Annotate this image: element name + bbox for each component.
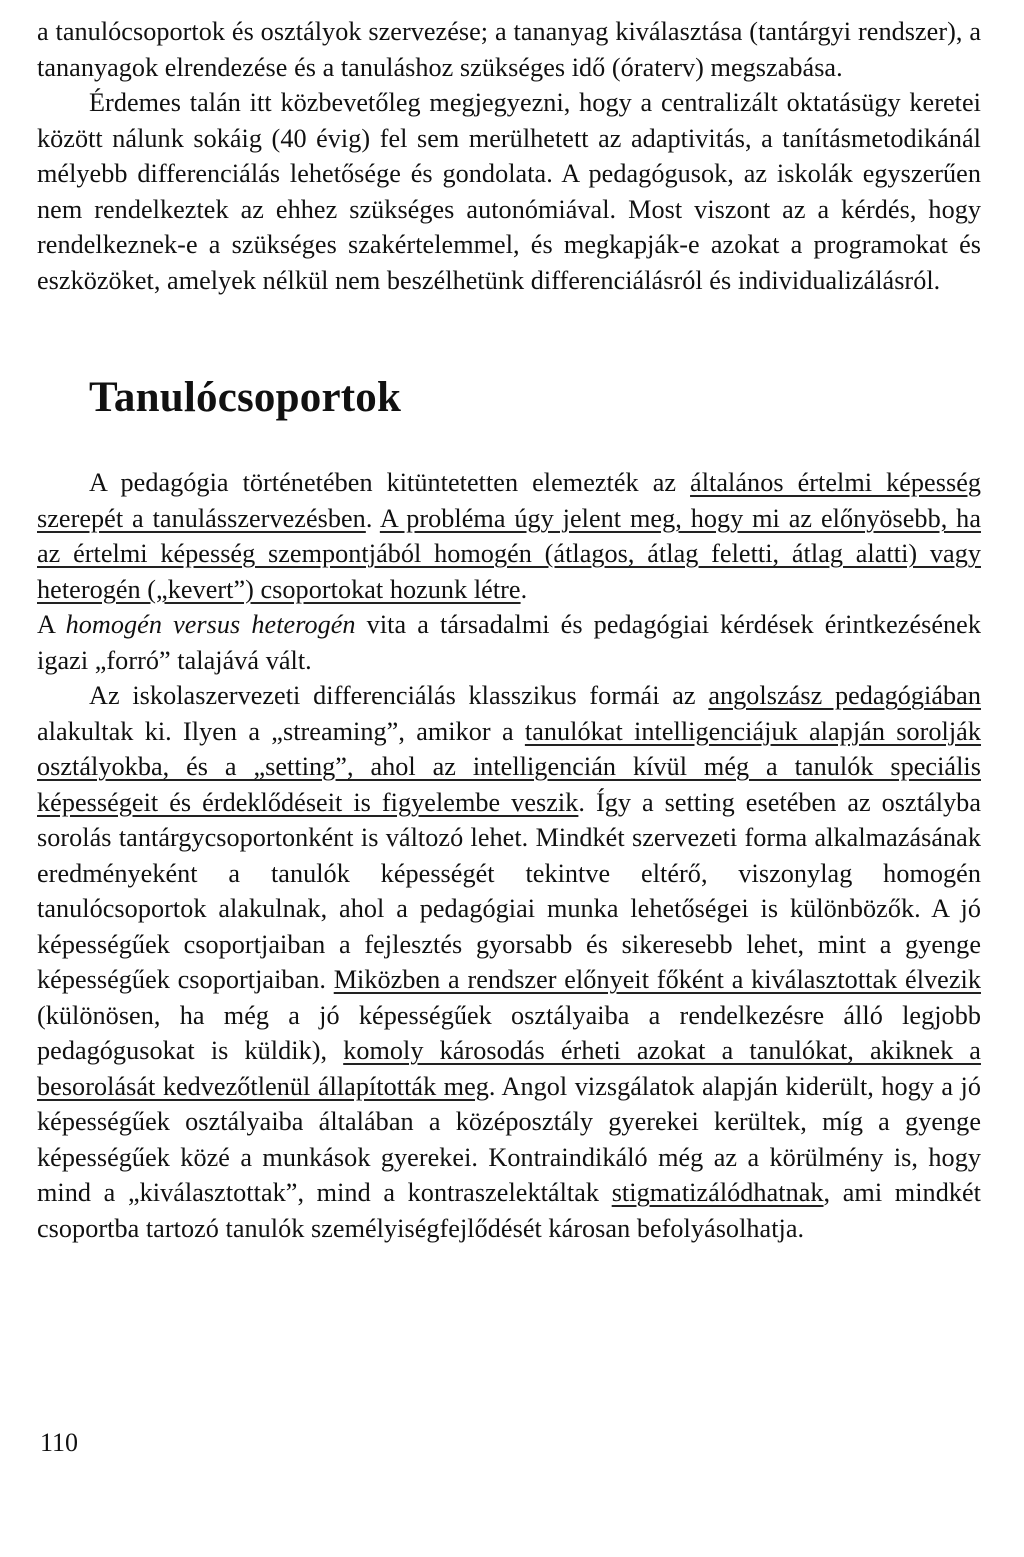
- p5-text-c: . Így a setting esetében az osztályba sorolás tantárgycsoportonként is változó lehet. Mindkét szervezeti forma alkalmazásának eredményeként a tanulók képességét tekintve eltérő, viszonylag homogén tanulócsoportok alakulnak, ahol a pedagógiai munka lehetőségei is különbözők. A jó képességűek csoportjaiban a fejlesztés gyorsabb és sikeresebb lehet, mint a gyenge képességűek csoportjaiban.: [37, 787, 982, 994]
- p3-text-b: .: [365, 503, 380, 533]
- paragraph-5: [37, 678, 981, 1246]
- p5-underlined-2: tanulókat intelligenciájuk alapján sorolják osztályokba, és a „setting”, ahol az intelligencián kívül még a tanulók speciális képességeit és érdeklődéseit is figyelembe veszik: [37, 716, 981, 817]
- p5-text-d: (különösen, ha még a jó képességűek osztályaiba a rendelkezésre álló legjobb pedagógusokat is küldik),: [37, 1000, 981, 1065]
- p4-italic: homogén versus heterogén: [65, 610, 356, 639]
- p5-underlined-5: stigmatizálódhatnak: [611, 1178, 824, 1207]
- p4-text-b: vita a társadalmi és pedagógiai kérdések érintkezésének igazi „forró” talajává vált.: [37, 610, 982, 675]
- p5-text-b: alakultak ki. Ilyen a „streaming”, amikor a: [37, 716, 525, 746]
- paragraph-4: [37, 607, 981, 678]
- p5-underlined-1: angolszász pedagógiában: [708, 681, 981, 710]
- page-number: 110: [40, 1428, 79, 1457]
- page-body: [37, 14, 981, 1246]
- p4-text-a: A: [37, 610, 66, 639]
- p3-text-c: .: [520, 574, 528, 604]
- p5-text-a: Az iskolaszervezeti differenciálás klasszikus formái az: [89, 681, 709, 710]
- paragraph-3: [37, 465, 981, 607]
- p5-underlined-3: Miközben a rendszer előnyeit főként a kiválasztottak élvezik: [333, 965, 981, 994]
- p5-text-e: . Angol vizsgálatok alapján kiderült, hogy a jó képességűek osztályaiba általában a középosztály gyerekei kerültek, míg a gyenge képességűek közé a munkások gyerekei. Kontraindikáló még az a körülmény is, hogy mind a „kiválasztottak”, mind a kontraszelektáltak: [37, 1071, 981, 1207]
- paragraph-1: a tanulócsoportok és osztályok szervezése; a tananyag kiválasztása (tantárgyi rendszer), a tananyagok elrendezése és a tanuláshoz szükséges idő (óraterv) megszabása.: [37, 17, 981, 82]
- p3-underlined-1: általános értelmi képesség szerepét a tanulásszervezésben: [37, 468, 982, 533]
- p3-underlined-2: A probléma úgy jelent meg, hogy mi az előnyösebb, ha az értelmi képesség szempontjából homogén (átlagos, átlag feletti, átlag alatti) vagy heterogén („kevert”) csoportokat hozunk létre: [37, 503, 981, 604]
- section-heading: Tanulócsoportok: [89, 374, 402, 421]
- p5-underlined-4: komoly károsodás érheti azokat a tanulókat, akiknek a besorolását kedvezőtlenül állapították meg: [37, 1036, 981, 1101]
- paragraph-2: Érdemes talán itt közbevetőleg megjegyezni, hogy a centralizált oktatásügy keretei között nálunk sokáig (40 évig) fel sem merülhetett az adaptivitás, a tanításmetodikánál mélyebb differenciálás lehetősége és gondolata. A pedagógusok, az iskolák egyszerűen nem rendelkeztek az ehhez szükséges autonómiával. Most viszont az a kérdés, hogy rendelkeznek-e a szükséges szakértelemmel, és megkapják-e azokat a programokat és eszközöket, amelyek nélkül nem beszélhetünk differenciálásról és individualizálásról.: [37, 88, 981, 295]
- p3-text-a: A pedagógia történetében kitüntetetten elemezték az: [89, 468, 691, 497]
- p5-text-f: , ami mindkét csoportba tartozó tanulók személyiségfejlődését károsan befolyásolhatja.: [37, 1178, 981, 1243]
